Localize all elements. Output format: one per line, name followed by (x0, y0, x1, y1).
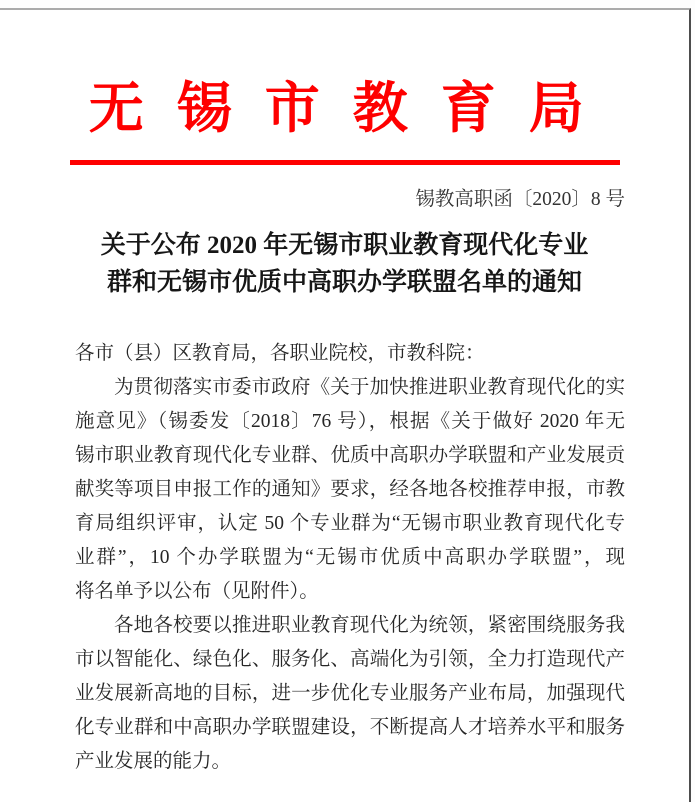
document-page (0, 8, 691, 802)
salutation-line: 各市（县）区教育局，各职业院校，市教科院： (75, 343, 485, 364)
document-number: 锡教高职函〔2020〕8 号 (415, 189, 625, 210)
document-title (40, 227, 649, 301)
agency-header: 无锡市教育局 (88, 78, 617, 139)
document-body (75, 337, 625, 779)
body-line: 产业发展的能力。 (75, 751, 232, 772)
body-line: 市以智能化、绿色化、服务化、高端化为引领，全力打造现代产 (75, 649, 625, 670)
body-line: 各地各校要以推进职业教育现代化为统领，紧密围绕服务我 (114, 615, 625, 636)
body-line: 育局组织评审，认定 50 个专业群为“无锡市职业教育现代化专 (75, 513, 625, 534)
body-line: 将名单予以公布（见附件）。 (75, 581, 319, 602)
body-line: 锡市职业教育现代化专业群、优质中高职办学联盟和产业发展贡 (75, 445, 625, 466)
body-line: 施意见》（锡委发〔2018〕76 号），根据《关于做好 2020 年无 (75, 411, 625, 432)
header-divider (70, 160, 620, 165)
body-line: 献奖等项目申报工作的通知》要求，经各地各校推荐申报，市教 (75, 479, 625, 500)
document-title-line-2: 群和无锡市优质中高职办学联盟名单的通知 (106, 269, 582, 296)
body-line: 为贯彻落实市委市政府《关于加快推进职业教育现代化的实 (114, 377, 625, 398)
body-line: 业发展新高地的目标，进一步优化专业服务产业布局，加强现代 (75, 683, 625, 704)
document-title-line-1: 关于公布 2020 年无锡市职业教育现代化专业 (100, 232, 589, 259)
body-line: 业群”，10 个办学联盟为“无锡市优质中高职办学联盟”，现 (75, 547, 625, 568)
body-line: 化专业群和中高职办学联盟建设，不断提高人才培养水平和服务 (75, 717, 625, 738)
